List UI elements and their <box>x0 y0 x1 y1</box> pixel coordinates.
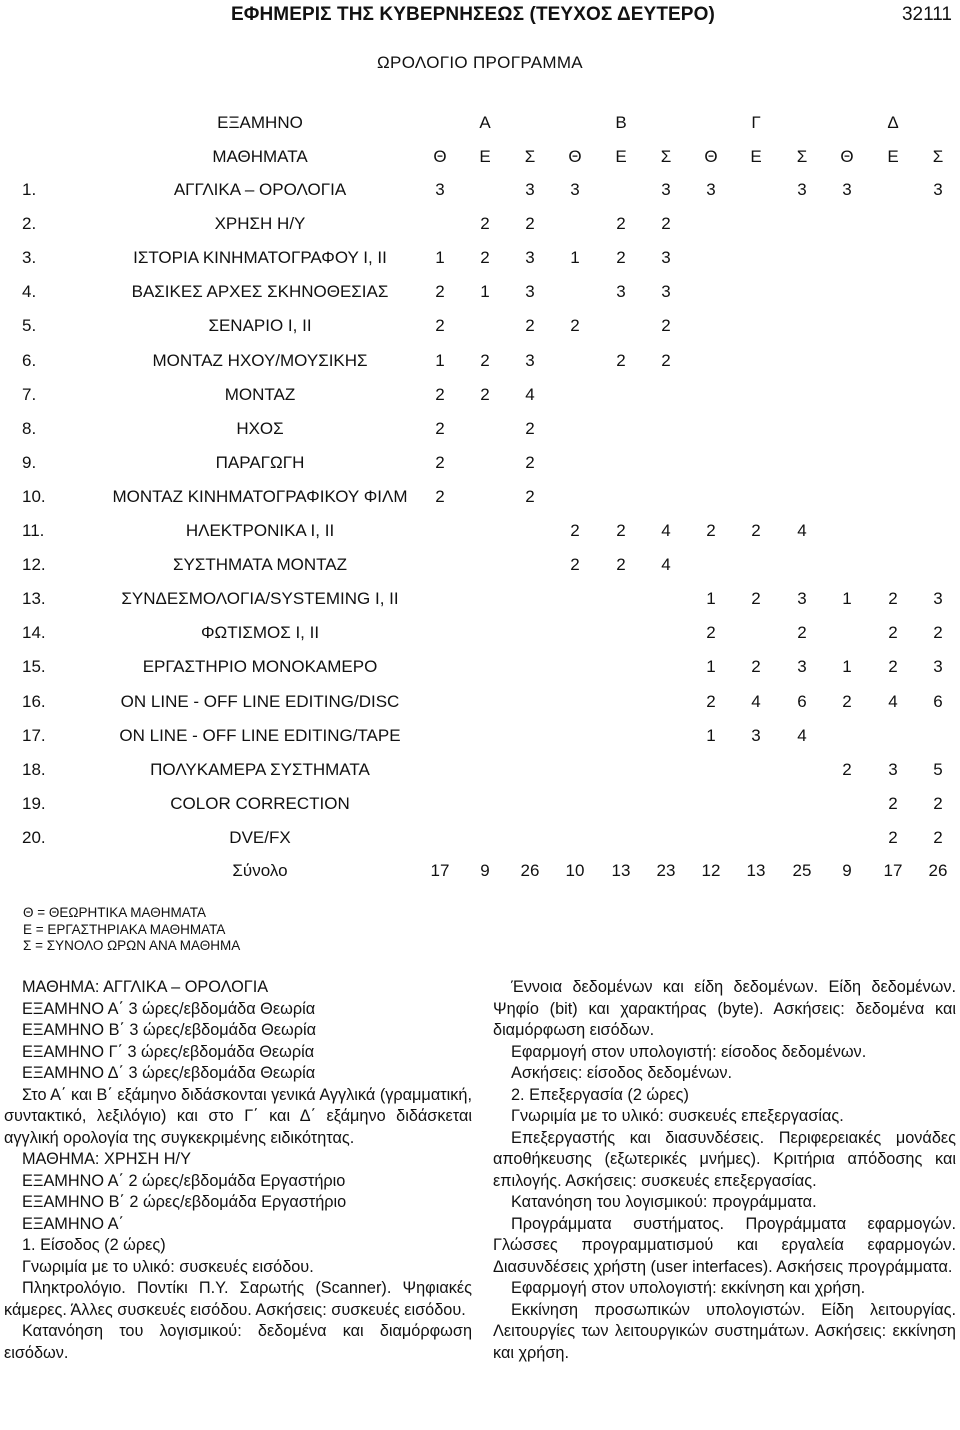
hours-cell: 2 <box>616 214 626 234</box>
subject-name: ΣΕΝΑΡΙΟ Ι, ΙΙ <box>208 316 312 336</box>
hours-cell: 3 <box>525 180 535 199</box>
hours-cell: 2 <box>616 248 626 268</box>
table-row <box>0 692 960 714</box>
subject-name: ON LINE - OFF LINE EDITING/TAPE <box>119 725 401 745</box>
hours-cell: 3 <box>525 248 535 268</box>
semester-header-row <box>0 113 960 135</box>
subject-name: ΙΣΤΟΡΙΑ ΚΙΝΗΜΑΤΟΓΡΑΦΟΥ Ι, ΙΙ <box>133 248 387 268</box>
total-cell: 17 <box>883 861 903 880</box>
table-row <box>0 214 960 236</box>
subject-name: ΕΡΓΑΣΤΗΡΙΟ ΜΟΝΟΚΑΜΕΡΟ <box>142 657 378 677</box>
paragraph: ΕΞΑΜΗΝΟ Δ΄ 3 ώρες/εβδομάδα Θεωρία <box>22 1064 316 1082</box>
total-cell: 17 <box>430 861 450 880</box>
hours-cell: 2 <box>933 793 943 813</box>
row-number: 1. <box>22 180 37 199</box>
total-cell: 9 <box>480 861 490 880</box>
subcolumn-heading: Θ <box>840 147 854 166</box>
hours-cell: 3 <box>661 180 671 199</box>
gazette-title: ΕΦΗΜΕΡΙΣ ΤΗΣ ΚΥΒΕΡΝΗΣΕΩΣ (ΤΕΥΧΟΣ ΔΕΥΤΕΡΟ) <box>231 4 715 25</box>
subject-name: ΠΟΛΥΚΑΜΕΡΑ ΣΥΣΤΗΜΑΤΑ <box>150 759 370 779</box>
row-number: 12. <box>22 555 46 575</box>
subcolumn-heading: Θ <box>568 147 582 166</box>
total-label: Σύνολο <box>232 861 288 880</box>
legend-entry: Σ = ΣΥΝΟΛΟ ΩΡΩΝ ΑΝΑ ΜΑΘΗΜΑ <box>23 938 241 953</box>
page-number: 32111 <box>901 4 952 25</box>
hours-cell: 1 <box>480 282 490 302</box>
hours-cell: 2 <box>888 827 898 847</box>
row-number: 17. <box>22 725 46 745</box>
row-number: 3. <box>22 248 37 268</box>
hours-cell: 2 <box>888 657 898 677</box>
hours-cell: 2 <box>480 214 490 234</box>
subcolumn-heading: Ε <box>615 147 627 166</box>
paragraph: 2. Επεξεργασία (2 ώρες) <box>511 1085 689 1104</box>
table-row <box>0 351 960 373</box>
semester-heading: Δ <box>887 113 899 132</box>
total-cell: 25 <box>792 861 812 880</box>
paragraph: Κατανόηση του λογισμικού: δεδομένα και διαμόρφωση εισόδων. <box>4 1322 472 1362</box>
row-number: 5. <box>22 316 37 336</box>
hours-cell: 3 <box>933 657 943 677</box>
paragraph: ΕΞΑΜΗΝΟ Α΄ <box>22 1214 124 1233</box>
subject-name: ΦΩΤΙΣΜΟΣ Ι, ΙΙ <box>200 623 320 643</box>
legend-entry: Ε = ΕΡΓΑΣΤΗΡΙΑΚΑ ΜΑΘΗΜΑΤΑ <box>23 921 226 937</box>
subcolumn-heading: Ε <box>750 147 762 166</box>
row-number: 10. <box>22 486 46 506</box>
hours-cell: 4 <box>661 555 671 575</box>
totals-row <box>0 861 960 883</box>
paragraph: Ασκήσεις: είσοδος δεδομένων. <box>511 1064 732 1082</box>
gazette-header <box>0 0 960 30</box>
subcolumn-heading: Ε <box>479 147 491 166</box>
hours-cell: 3 <box>435 180 445 199</box>
table-row <box>0 487 960 509</box>
subcolumn-heading: Σ <box>660 147 672 166</box>
hours-cell: 2 <box>435 316 445 336</box>
hours-cell: 1 <box>435 350 445 370</box>
total-cell: 26 <box>928 861 948 880</box>
row-number: 11. <box>22 521 45 540</box>
hours-cell: 3 <box>797 180 807 199</box>
hours-cell: 3 <box>751 725 761 745</box>
row-number: 19. <box>22 793 46 813</box>
hours-cell: 3 <box>706 180 716 199</box>
table-row <box>0 453 960 475</box>
hours-cell: 2 <box>661 316 671 336</box>
hours-cell: 3 <box>933 589 943 609</box>
subcolumn-heading: Σ <box>796 147 808 166</box>
total-cell: 13 <box>746 861 766 880</box>
subject-name: ΒΑΣΙΚΕΣ ΑΡΧΕΣ ΣΚΗΝΟΘΕΣΙΑΣ <box>131 282 389 302</box>
table-row <box>0 521 960 543</box>
hours-cell: 4 <box>751 691 761 711</box>
paragraph: ΕΞΑΜΗΝΟ Α΄ 2 ώρες/εβδομάδα Εργαστήριο <box>22 1171 346 1190</box>
total-cell: 10 <box>565 861 585 880</box>
hours-cell: 4 <box>525 384 535 404</box>
hours-cell: 3 <box>797 589 807 609</box>
hours-cell: 2 <box>842 759 852 779</box>
hours-cell: 2 <box>751 521 761 540</box>
row-number: 6. <box>22 350 37 370</box>
row-number: 4. <box>22 282 37 302</box>
paragraph: ΜΑΘΗΜΑ: ΑΓΓΛΙΚΑ – ΟΡΟΛΟΓΙΑ <box>22 978 269 996</box>
subjects-label: ΜΑΘΗΜΑΤΑ <box>212 147 308 166</box>
hours-cell: 2 <box>435 452 445 472</box>
paragraph: ΕΞΑΜΗΝΟ Α΄ 3 ώρες/εβδομάδα Θεωρία <box>22 999 316 1018</box>
subject-name: ΣΥΣΤΗΜΑΤΑ ΜΟΝΤΑΖ <box>172 555 347 575</box>
hours-cell: 2 <box>480 248 490 268</box>
row-number: 14. <box>22 623 46 643</box>
table-row <box>0 316 960 338</box>
semester-heading: Β <box>615 113 627 132</box>
semester-label: ΕΞΑΜΗΝΟ <box>217 113 303 132</box>
paragraph: 1. Είσοδος (2 ώρες) <box>22 1236 166 1254</box>
row-number: 9. <box>22 452 37 472</box>
hours-cell: 2 <box>525 316 535 336</box>
hours-cell: 6 <box>933 691 943 711</box>
hours-cell: 2 <box>706 623 716 643</box>
paragraph: Εφαρμογή στον υπολογιστή: εκκίνηση και χρήση. <box>511 1279 866 1297</box>
hours-cell: 2 <box>480 384 490 404</box>
hours-cell: 2 <box>570 316 580 336</box>
subcolumn-heading: Ε <box>887 147 899 166</box>
hours-cell: 3 <box>525 282 535 302</box>
subject-name: ΠΑΡΑΓΩΓΗ <box>215 452 305 472</box>
hours-cell: 1 <box>706 725 716 745</box>
hours-cell: 2 <box>661 214 671 234</box>
table-row <box>0 555 960 577</box>
paragraph: Εφαρμογή στον υπολογιστή: είσοδος δεδομένων. <box>511 1042 867 1061</box>
subject-name: ΧΡΗΣΗ Η/Υ <box>214 214 306 234</box>
paragraph: Εκκίνηση προσωπικών υπολογιστών. Είδη λειτουργίας. Λειτουργίες των λειτουργικών συστημάτων. Ασκήσεις: εκκίνηση και χρήση. <box>493 1300 956 1362</box>
table-row <box>0 282 960 304</box>
row-number: 15. <box>22 657 46 677</box>
hours-cell: 2 <box>661 350 671 370</box>
hours-cell: 2 <box>525 486 535 506</box>
hours-cell: 3 <box>661 248 671 268</box>
hours-cell: 1 <box>706 589 716 609</box>
hours-cell: 2 <box>706 691 716 711</box>
table-row <box>0 589 960 611</box>
table-row <box>0 657 960 679</box>
row-number: 13. <box>22 589 46 609</box>
row-number: 18. <box>22 759 46 779</box>
hours-cell: 3 <box>525 350 535 370</box>
subject-name: ΜΟΝΤΑΖ ΚΙΝΗΜΑΤΟΓΡΑΦΙΚΟΥ ΦΙΛΜ <box>112 486 408 506</box>
hours-cell: 3 <box>661 282 671 302</box>
hours-cell: 1 <box>842 589 852 609</box>
hours-cell: 2 <box>888 793 898 813</box>
paragraph: Γνωριμία με το υλικό: συσκευές εισόδου. <box>22 1257 314 1276</box>
hours-cell: 2 <box>616 521 626 540</box>
subject-name: COLOR CORRECTION <box>170 793 350 813</box>
hours-cell: 2 <box>888 623 898 643</box>
hours-cell: 2 <box>480 350 490 370</box>
hours-cell: 2 <box>435 282 445 302</box>
total-cell: 13 <box>611 861 631 880</box>
paragraph: Πληκτρολόγιο. Ποντίκι Π.Υ. Σαρωτής (Scanner). Ψηφιακές κάμερες. Άλλες συσκευές εισόδου. Ασκήσεις: συσκευές εισόδου. <box>4 1279 472 1319</box>
subject-name: ΜΟΝΤΑΖ <box>224 384 296 404</box>
hours-cell: 3 <box>570 180 580 199</box>
hours-cell: 2 <box>525 418 535 438</box>
paragraph: ΕΞΑΜΗΝΟ Γ΄ 3 ώρες/εβδομάδα Θεωρία <box>22 1042 315 1061</box>
left-text-column <box>4 977 472 1364</box>
paragraph: Στο Α΄ και Β΄ εξάμηνο διδάσκονται γενικά Αγγλικά (γραμματική, συντακτικό, λεξιλόγιο) και στο Γ΄ και Δ΄ εξάμηνο διδάσκεται αγγλική ορολογία της συγκεκριμένης ειδικότητας. <box>4 1085 472 1147</box>
hours-cell: 4 <box>888 691 898 711</box>
table-row <box>0 726 960 748</box>
subject-name: ΣΥΝΔΕΣΜΟΛΟΓΙΑ/SYSTEMING Ι, ΙΙ <box>121 589 399 609</box>
paragraph: Έννοια δεδομένων και είδη δεδομένων. Είδη δεδομένων. Ψηφίο (bit) και χαρακτήρας (byte). Ασκήσεις: δεδομένα και διαμόρφωση εισόδων. <box>493 978 956 1039</box>
hours-cell: 3 <box>797 657 807 677</box>
total-cell: 9 <box>842 861 852 880</box>
hours-cell: 2 <box>525 214 535 234</box>
table-row <box>0 623 960 645</box>
hours-cell: 3 <box>616 282 626 302</box>
paragraph: Επεξεργαστής και διασυνδέσεις. Περιφερειακές μονάδες αποθήκευσης (εξωτερικές μνήμες). Κριτήρια απόδοσης και επιλογής. Ασκήσεις: συσκευές επεξεργασίας. <box>493 1128 956 1190</box>
total-cell: 12 <box>701 861 721 880</box>
paragraph: Κατανόηση του λογισμικού: προγράμματα. <box>511 1193 817 1211</box>
subcolumn-heading: Θ <box>433 147 447 166</box>
subject-name: DVE/FX <box>229 827 291 847</box>
hours-cell: 1 <box>570 248 580 268</box>
table-row <box>0 828 960 850</box>
subject-name: ΗΛΕΚΤΡΟΝΙΚΑ Ι, ΙΙ <box>185 521 335 540</box>
table-row <box>0 419 960 441</box>
hours-cell: 2 <box>616 350 626 370</box>
subcolumn-header-row <box>0 147 960 169</box>
hours-cell: 2 <box>933 827 943 847</box>
right-text-column <box>493 977 956 1364</box>
hours-cell: 2 <box>842 691 852 711</box>
hours-cell: 3 <box>888 759 898 779</box>
table-row <box>0 760 960 782</box>
paragraph: Γνωριμία με το υλικό: συσκευές επεξεργασίας. <box>511 1107 844 1125</box>
legend-entry: Θ = ΘΕΩΡΗΤΙΚΑ ΜΑΘΗΜΑΤΑ <box>23 905 206 920</box>
hours-cell: 3 <box>933 180 943 199</box>
hours-cell: 2 <box>435 418 445 438</box>
row-number: 20. <box>22 827 46 847</box>
paragraph: ΕΞΑΜΗΝΟ Β΄ 3 ώρες/εβδομάδα Θεωρία <box>22 1021 317 1039</box>
hours-cell: 2 <box>751 657 761 677</box>
row-number: 8. <box>22 418 37 438</box>
document-title: ΩΡΟΛΟΓΙΟ ΠΡΟΓΡΑΜΜΑ <box>377 53 583 72</box>
hours-cell: 2 <box>616 555 626 575</box>
hours-cell: 2 <box>888 589 898 609</box>
hours-cell: 1 <box>842 657 852 677</box>
hours-cell: 2 <box>570 555 580 575</box>
hours-cell: 2 <box>525 452 535 472</box>
hours-cell: 6 <box>797 691 807 711</box>
row-number: 7. <box>22 384 37 404</box>
hours-cell: 2 <box>706 521 716 540</box>
hours-cell: 5 <box>933 759 943 779</box>
hours-cell: 4 <box>661 521 671 540</box>
subject-name: ON LINE - OFF LINE EDITING/DISC <box>120 691 400 711</box>
hours-cell: 4 <box>797 521 807 540</box>
hours-cell: 2 <box>797 623 807 643</box>
subcolumn-heading: Θ <box>704 147 718 166</box>
table-row <box>0 385 960 407</box>
hours-cell: 2 <box>933 623 943 643</box>
hours-cell: 2 <box>435 384 445 404</box>
subcolumn-heading: Σ <box>932 147 944 166</box>
subcolumn-heading: Σ <box>524 147 536 166</box>
total-cell: 26 <box>520 861 540 880</box>
hours-cell: 1 <box>435 248 445 268</box>
paragraph: ΜΑΘΗΜΑ: ΧΡΗΣΗ Η/Υ <box>22 1150 191 1168</box>
semester-heading: Γ <box>751 113 761 132</box>
subject-name: ΜΟΝΤΑΖ ΗΧΟΥ/ΜΟΥΣΙΚΗΣ <box>152 350 368 370</box>
hours-cell: 2 <box>751 589 761 609</box>
row-number: 16. <box>22 691 46 711</box>
hours-cell: 4 <box>797 725 807 745</box>
table-row <box>0 248 960 270</box>
subject-name: ΑΓΓΛΙΚΑ – ΟΡΟΛΟΓΙΑ <box>173 180 347 199</box>
paragraph: ΕΞΑΜΗΝΟ Β΄ 2 ώρες/εβδομάδα Εργαστήριο <box>22 1193 347 1211</box>
subject-name: ΗΧΟΣ <box>236 418 284 438</box>
hours-cell: 3 <box>842 180 852 199</box>
hours-cell: 2 <box>435 486 445 506</box>
table-row <box>0 794 960 816</box>
hours-cell: 2 <box>570 521 580 540</box>
row-number: 2. <box>22 214 37 234</box>
hours-cell: 1 <box>706 657 716 677</box>
semester-heading: Α <box>479 113 491 132</box>
total-cell: 23 <box>656 861 676 880</box>
paragraph: Προγράμματα συστήματος. Προγράμματα εφαρμογών. Γλώσσες προγραμματισμού και εργαλεία εφαρμογών. Διασυνδέσεις χρήστη (user interfaces). Ασκήσεις προγράμματα. <box>493 1214 956 1276</box>
table-row <box>0 180 960 202</box>
